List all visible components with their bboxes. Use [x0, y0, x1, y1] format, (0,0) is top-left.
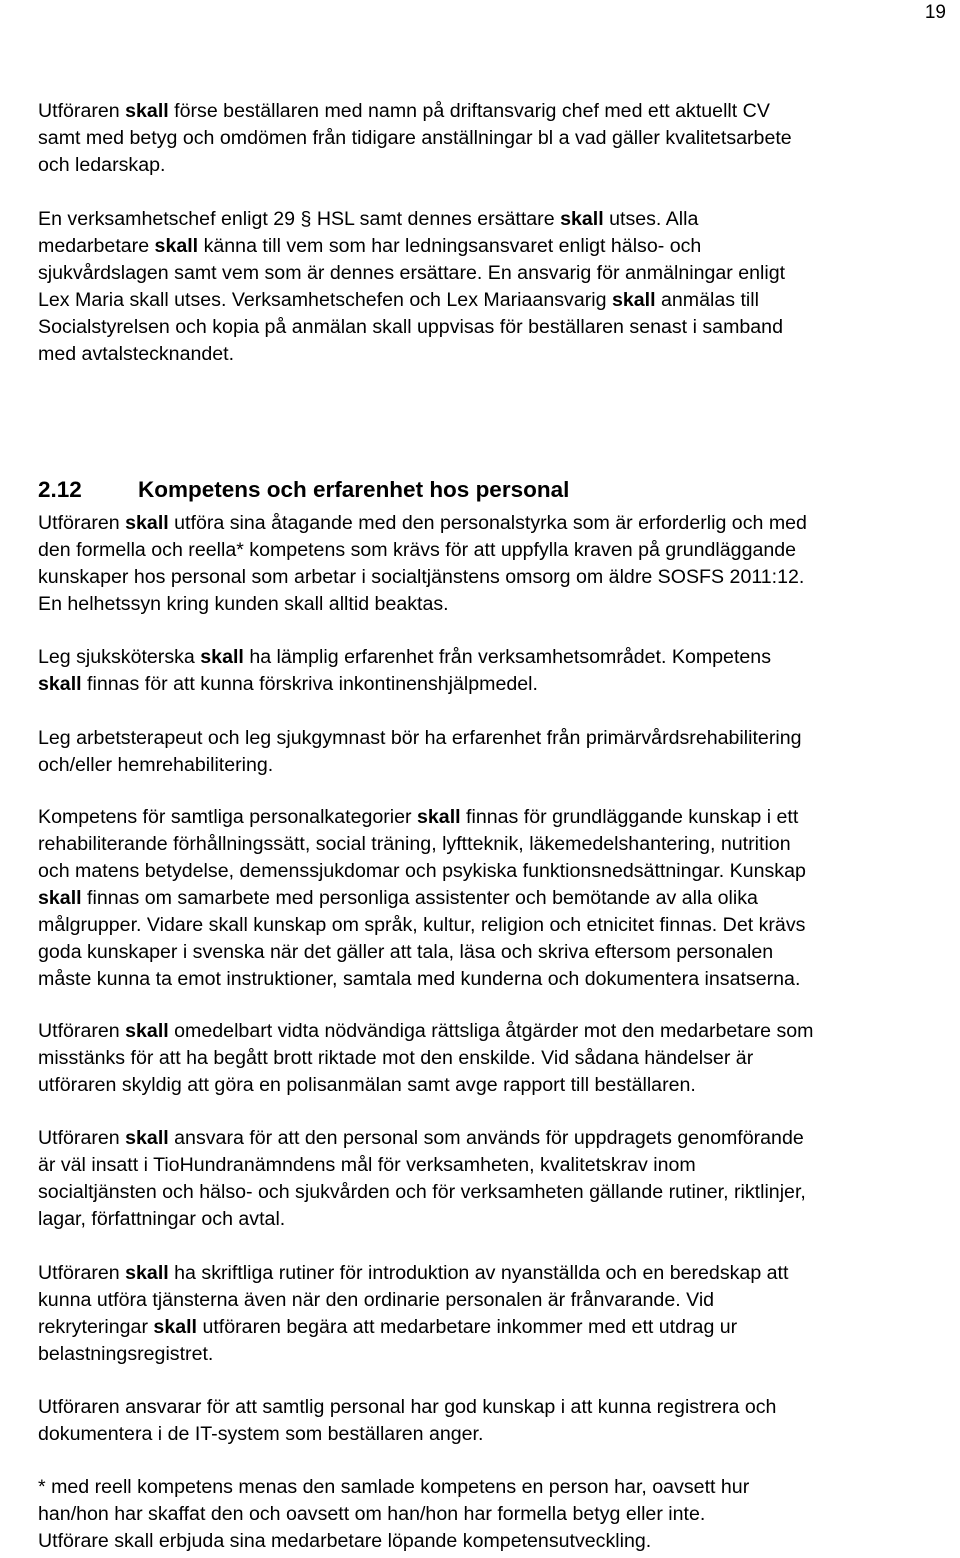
text-line: [38, 1314, 788, 1341]
text-run: Utföraren ansvarar för att samtlig personal har god kunskap i att kunna registrera och: [38, 1396, 777, 1418]
text-run: misstänks för att ha begått brott riktade mot den enskilde. Vid sådana händelser är: [38, 1047, 754, 1069]
bold-term: skall: [38, 887, 82, 909]
text-run: Utföraren: [38, 512, 126, 534]
text-run: känna till vem som har ledningsansvaret enligt hälso- och: [198, 235, 702, 257]
text-run: finnas om samarbete med personliga assistenter och bemötande av alla olika: [81, 887, 758, 909]
text-run: Utförare skall erbjuda sina medarbetare löpande kompetensutveckling.: [38, 1530, 652, 1552]
text-line: [38, 831, 806, 858]
text-run: finnas för att kunna förskriva inkontinenshjälpmedel.: [81, 673, 538, 695]
text-run: måste kunna ta emot instruktioner, samtala med kunderna och dokumentera insatserna.: [38, 968, 801, 990]
bold-term: skall: [125, 100, 169, 122]
text-line: [38, 912, 806, 939]
text-line: [38, 1421, 776, 1448]
text-line: [38, 314, 785, 341]
text-run: och matens betydelse, demenssjukdomar och psykiska funktionsnedsättningar. Kunskap: [38, 860, 806, 882]
paragraph: [38, 1018, 814, 1099]
text-line: [38, 966, 806, 993]
text-run: förse beställaren med namn på driftansvarig chef med ett aktuellt CV: [168, 100, 770, 122]
section-heading: [38, 476, 569, 504]
text-line: [38, 1152, 806, 1179]
text-run: En verksamhetschef enligt 29 § HSL samt dennes ersättare: [38, 208, 561, 230]
text-run: Leg arbetsterapeut och leg sjukgymnast bör ha erfarenhet från primärvårdsrehabilitering: [38, 727, 802, 749]
text-run: rekryteringar: [38, 1316, 154, 1338]
bold-term: skall: [200, 646, 244, 668]
text-run: finnas för grundläggande kunskap i ett: [460, 806, 799, 828]
text-line: [38, 885, 806, 912]
bold-term: skall: [611, 289, 656, 311]
text-line: [38, 1045, 814, 1072]
text-line: [38, 152, 792, 179]
bold-term: skall: [560, 208, 604, 230]
text-line: [38, 644, 771, 671]
text-line: [38, 1179, 806, 1206]
bold-term: skall: [125, 1262, 169, 1284]
text-line: [38, 591, 807, 618]
bold-term: skall: [125, 1020, 169, 1042]
paragraph: [38, 1260, 788, 1368]
bold-term: skall: [125, 512, 169, 534]
text-run: med avtalstecknandet.: [38, 343, 235, 365]
text-run: är väl insatt i TioHundranämndens mål för verksamheten, kvalitetskrav inom: [38, 1154, 696, 1176]
text-run: omedelbart vidta nödvändiga rättsliga åtgärder mot den medarbetare som: [168, 1020, 814, 1042]
text-run: utföra sina åtagande med den personalstyrka som är erforderlig och med: [168, 512, 807, 534]
text-run: ha skriftliga rutiner för introduktion av nyanställda och en beredskap att: [168, 1262, 789, 1284]
text-line: [38, 1341, 788, 1368]
text-run: utföraren skyldig att göra en polisanmälan samt avge rapport till beställaren.: [38, 1074, 696, 1096]
text-line: [38, 510, 807, 537]
text-line: [38, 1287, 788, 1314]
text-line: [38, 233, 785, 260]
text-line: [38, 1018, 814, 1045]
bold-term: skall: [417, 806, 461, 828]
text-run: Utföraren: [38, 1020, 126, 1042]
text-line: [38, 1260, 788, 1287]
text-run: ansvara för att den personal som används för uppdragets genomförande: [168, 1127, 804, 1149]
text-line: [38, 564, 807, 591]
text-line: [38, 341, 785, 368]
text-run: rehabiliterande förhållningssätt, social träning, lyftteknik, läkemedelshantering, nutrition: [38, 833, 791, 855]
text-run: kunskaper hos personal som arbetar i socialtjänstens omsorg om äldre SOSFS 2011:12.: [38, 566, 805, 588]
bold-term: skall: [154, 235, 199, 257]
text-run: anmälas till: [655, 289, 759, 311]
text-line: [38, 1501, 749, 1528]
text-run: Kompetens för samtliga personalkategorier: [38, 806, 418, 828]
text-line: [38, 858, 806, 885]
text-run: kunna utföra tjänsterna även när den ordinarie personalen är frånvarande. Vid: [38, 1289, 715, 1311]
text-run: han/hon har skaffat den och oavsett om han/hon har formella betyg eller inte.: [38, 1503, 706, 1525]
text-run: goda kunskaper i svenska när det gäller att tala, läsa och skriva eftersom personalen: [38, 941, 774, 963]
text-run: dokumentera i de IT-system som beställaren anger.: [38, 1423, 484, 1445]
text-run: utses. Alla: [603, 208, 699, 230]
page-number: 19: [924, 2, 946, 23]
paragraph: [38, 510, 807, 618]
text-line: [38, 98, 792, 125]
paragraph: [38, 644, 771, 698]
text-run: Socialstyrelsen och kopia på anmälan skall uppvisas för beställaren senast i samband: [38, 316, 783, 338]
text-line: [38, 752, 802, 779]
text-run: belastningsregistret.: [38, 1343, 214, 1365]
text-line: [38, 671, 771, 698]
text-line: [38, 537, 807, 564]
paragraph: [38, 206, 785, 368]
text-line: [38, 939, 806, 966]
text-run: och ledarskap.: [38, 154, 166, 176]
bold-term: skall: [125, 1127, 169, 1149]
text-run: den formella och reella* kompetens som krävs för att uppfylla kraven på grundläggande: [38, 539, 797, 561]
bold-term: skall: [153, 1316, 198, 1338]
text-line: [38, 804, 806, 831]
text-run: medarbetare: [38, 235, 155, 257]
text-line: [38, 1206, 806, 1233]
text-run: målgrupper. Vidare skall kunskap om språk, kultur, religion och etnicitet finnas. Det krävs: [38, 914, 806, 936]
paragraph: [38, 1394, 776, 1448]
text-run: ha lämplig erfarenhet från verksamhetsområdet. Kompetens: [243, 646, 771, 668]
text-run: samt med betyg och omdömen från tidigare anställningar bl a vad gäller kvalitetsarbete: [38, 127, 792, 149]
text-line: [38, 1474, 749, 1501]
paragraph: [38, 98, 792, 179]
text-line: [38, 1072, 814, 1099]
text-run: och/eller hemrehabilitering.: [38, 754, 274, 776]
text-run: utföraren begära att medarbetare inkommer med ett utdrag ur: [197, 1316, 738, 1338]
text-line: [38, 260, 785, 287]
text-run: En helhetssyn kring kunden skall alltid beaktas.: [38, 593, 449, 615]
text-line: [38, 125, 792, 152]
text-run: Leg sjuksköterska: [38, 646, 201, 668]
text-line: [38, 1528, 749, 1555]
footnote: [38, 1474, 749, 1555]
text-run: Utföraren: [38, 100, 126, 122]
paragraph: [38, 1125, 806, 1233]
text-run: Utföraren: [38, 1262, 126, 1284]
text-run: lagar, författningar och avtal.: [38, 1208, 286, 1230]
section-number: 2.12: [38, 477, 82, 502]
paragraph: [38, 804, 806, 993]
text-line: [38, 1125, 806, 1152]
text-line: [38, 725, 802, 752]
paragraph: [38, 725, 802, 779]
text-run: sjukvårdslagen samt vem som är dennes ersättare. En ansvarig för anmälningar enligt: [38, 262, 786, 284]
text-run: socialtjänsten och hälso- och sjukvården och för verksamheten gällande rutiner, riktlinjer,: [38, 1181, 806, 1203]
text-line: [38, 1394, 776, 1421]
text-run: Lex Maria skall utses. Verksamhetschefen och Lex Mariaansvarig: [38, 289, 612, 311]
text-line: [38, 287, 785, 314]
section-title: Kompetens och erfarenhet hos personal: [138, 477, 570, 502]
text-line: [38, 206, 785, 233]
bold-term: skall: [38, 673, 82, 695]
text-run: * med reell kompetens menas den samlade kompetens en person har, oavsett hur: [38, 1476, 750, 1498]
text-run: Utföraren: [38, 1127, 126, 1149]
